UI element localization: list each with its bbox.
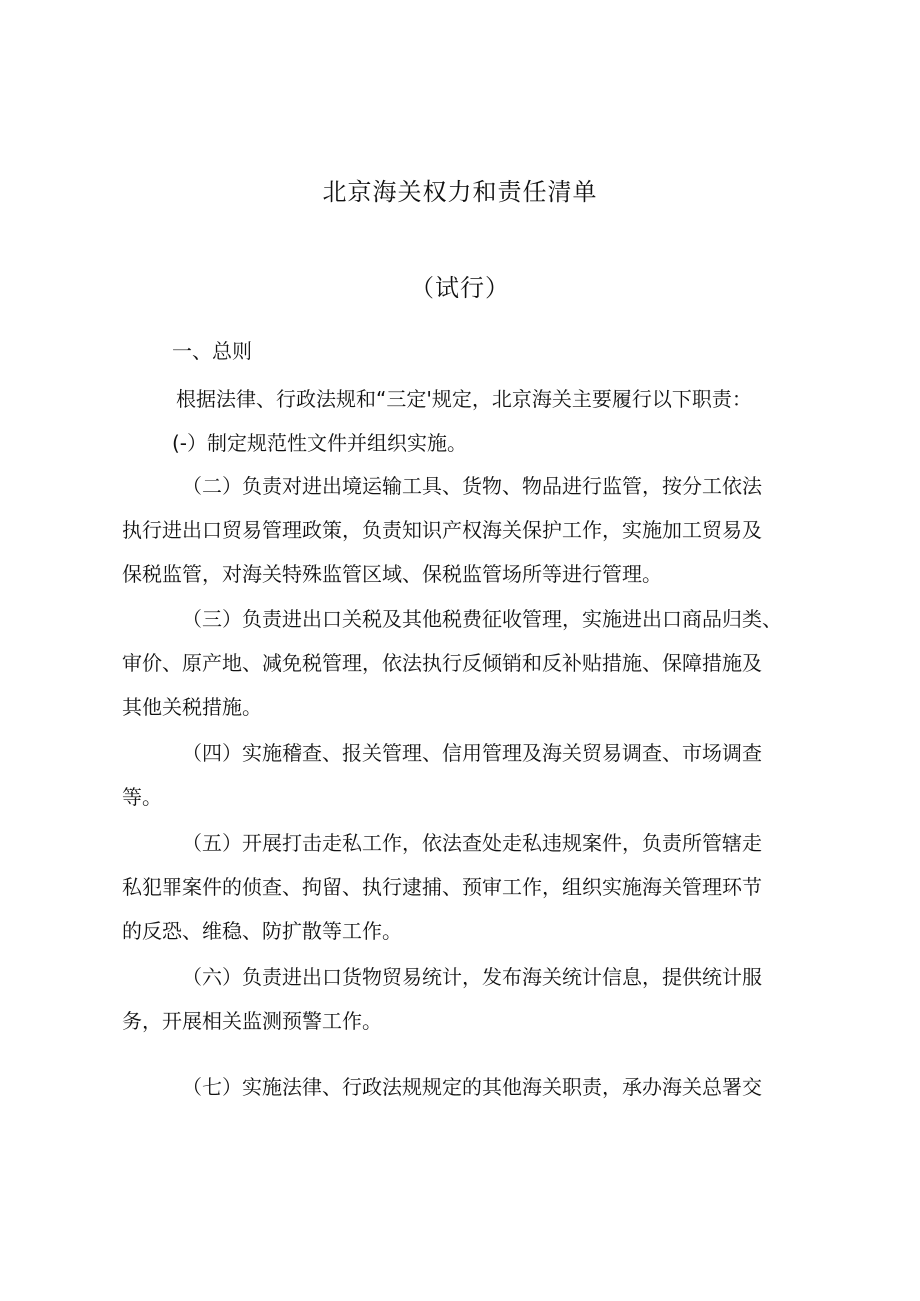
- duty-paragraph-1: [122, 421, 822, 465]
- duty-paragraph-4: [122, 731, 822, 819]
- duty-paragraph-6: [122, 955, 822, 1043]
- duty-paragraph-2: [122, 464, 822, 596]
- intro-line: 根据法律、行政法规和“三定'规定，北京海关主要履行以下职责：: [176, 387, 752, 411]
- document-subtitle: （试行）: [410, 274, 510, 302]
- paragraph-line: （四）实施稽查、报关管理、信用管理及海关贸易调查、市场调查: [182, 741, 762, 765]
- duty-paragraph-3: [122, 597, 822, 729]
- paragraph-line: 等。: [122, 785, 162, 809]
- paragraph-line: 审价、原产地、减免税管理，依法执行反倾销和反补贴措施、保障措施及: [122, 651, 762, 675]
- paragraph-line: 务，开展相关监测预警工作。: [122, 1009, 382, 1033]
- paragraph-line: （六）负责进出口货物贸易统计，发布海关统计信息，提供统计服: [182, 965, 762, 989]
- paragraph-line: （五）开展打击走私工作，依法查处走私违规案件，负责所管辖走: [182, 831, 762, 855]
- paragraph-line: 保税监管，对海关特殊监管区域、保税监管场所等进行管理。: [122, 562, 662, 586]
- intro-paragraph: [122, 377, 822, 421]
- paragraph-line: (-）制定规范性文件并组织实施。: [172, 431, 468, 455]
- paragraph-line: （二）负责对进出境运输工具、货物、物品进行监管，按分工依法: [182, 474, 762, 498]
- paragraph-line: （七）实施法律、行政法规规定的其他海关职责，承办海关总署交: [182, 1075, 762, 1099]
- paragraph-line: 的反恐、维稳、防扩散等工作。: [122, 919, 402, 943]
- paragraph-line: （三）负责进出口关税及其他税费征收管理，实施进出口商品归类、: [182, 607, 782, 631]
- paragraph-line: 执行进出口贸易管理政策，负责知识产权海关保护工作，实施加工贸易及: [122, 518, 762, 542]
- section-heading: 一、总则: [172, 339, 252, 363]
- paragraph-line: 私犯罪案件的侦查、拘留、执行逮捕、预审工作，组织实施海关管理环节: [122, 875, 762, 899]
- document-title: 北京海关权力和责任清单: [322, 178, 598, 206]
- duty-paragraph-5: [122, 821, 822, 953]
- duty-paragraph-7: [122, 1065, 822, 1109]
- paragraph-line: 其他关税措施。: [122, 695, 262, 719]
